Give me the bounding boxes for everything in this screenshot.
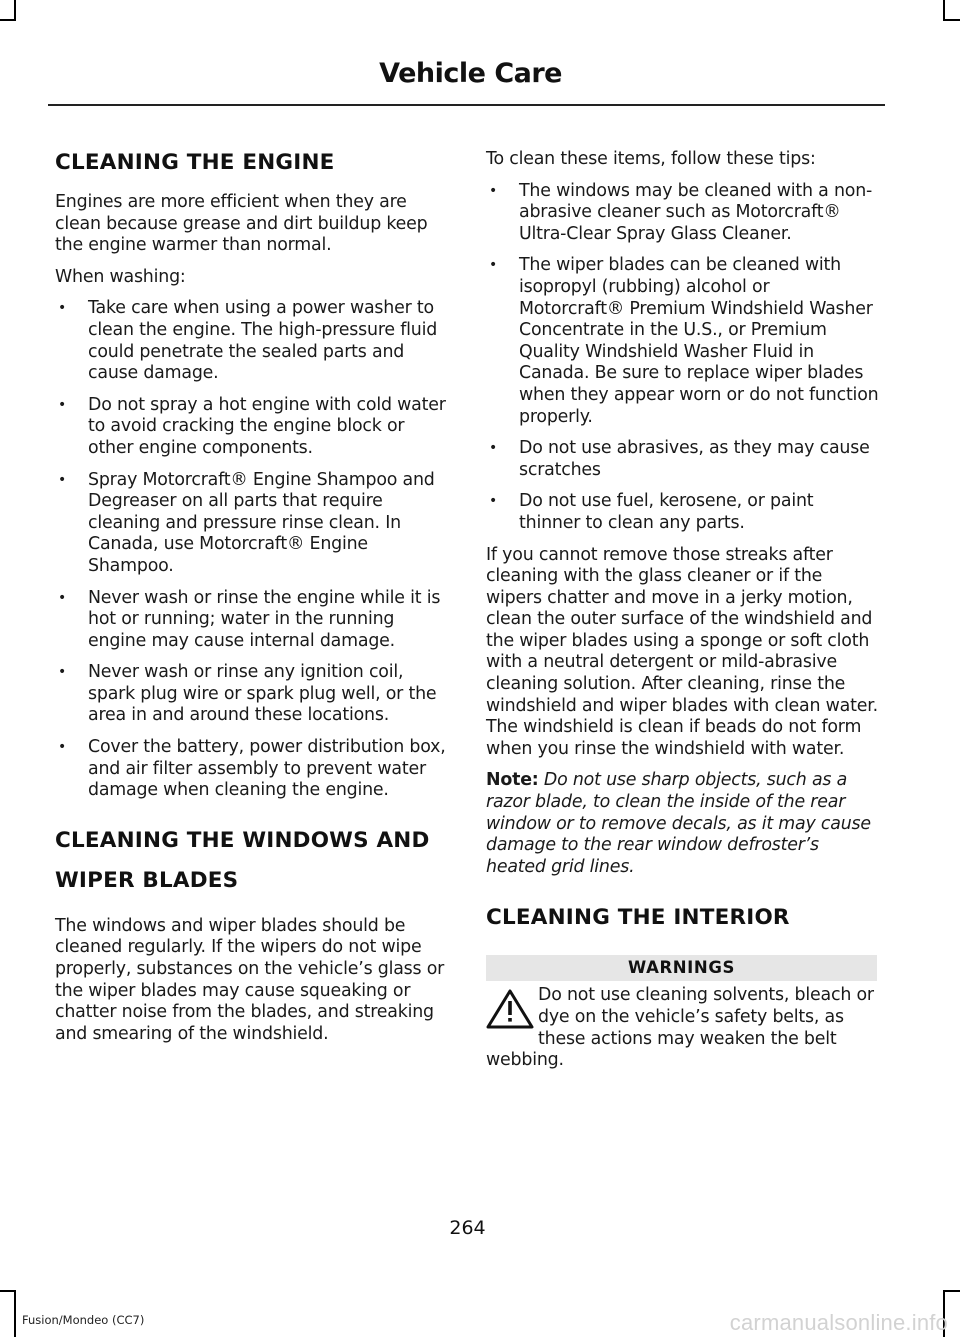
list-item: • Spray Motorcraft® Engine Shampoo and Degreaser on all parts that require cleaning and pressure rinse clean. In Canada, use Motorcraft® Engine Shampoo. [55, 470, 448, 578]
warnings-title: WARNINGS [486, 955, 877, 981]
paragraph: To clean these items, follow these tips: [486, 149, 816, 169]
list-item: • The wiper blades can be cleaned with isopropyl (rubbing) alcohol or Motorcraft® Premium Windshield Washer Concentrate in the U.S., or Premium Quality Windshield Washer Fluid in Canada. Be sure to replace wiper blades when they appear worn or do not function properly. [486, 255, 879, 428]
warning-body [486, 985, 879, 1071]
list-item: • Do not use abrasives, as they may cause scratches [486, 438, 879, 481]
section-heading-cleaning-engine: CLEANING THE ENGINE [55, 150, 335, 175]
page-number: 264 [449, 1217, 486, 1239]
paragraph: If you cannot remove those streaks after cleaning with the glass cleaner or if the wipers chatter and move in a jerky motion, clean the outer surface of the windshield and the wiper blades using a sponge or soft cloth with a neutral detergent or mild-abrasive cleaning solution. After cleaning, rinse the windshield and wiper blades with clean water. The windshield is clean if beads do not form when you rinse the windshield with water. [486, 544, 878, 759]
watermark: carmanualsonline.info [729, 1310, 948, 1335]
right-column [486, 148, 879, 1072]
section-heading-cleaning-windows [55, 826, 448, 896]
heading-line: WIPER BLADES [55, 867, 239, 893]
note [486, 770, 879, 878]
page-header-title: Vehicle Care [379, 58, 562, 89]
list-item: • Take care when using a power washer to clean the engine. The high-pressure fluid could penetrate the sealed parts and cause damage. [55, 298, 448, 384]
list-item: • Do not spray a hot engine with cold water to avoid cracking the engine block or other engine components. [55, 395, 448, 460]
list-item: • The windows may be cleaned with a non-abrasive cleaner such as Motorcraft® Ultra-Clear Spray Glass Cleaner. [486, 181, 879, 246]
crop-mark [14, 0, 16, 20]
list-item: • Never wash or rinse any ignition coil, spark plug wire or spark plug well, or the area in and around these locations. [55, 662, 448, 727]
header-divider [48, 104, 885, 106]
warnings-box [486, 955, 879, 1071]
list-item: • Do not use fuel, kerosene, or paint thinner to clean any parts. [486, 491, 879, 534]
list-item: • Cover the battery, power distribution box, and air filter assembly to prevent water damage when cleaning the engine. [55, 737, 448, 802]
crop-mark [943, 19, 960, 21]
crop-mark [14, 1290, 16, 1337]
crop-mark [943, 0, 945, 20]
heading-line: CLEANING THE WINDOWS AND [55, 827, 430, 853]
paragraph: Engines are more efficient when they are clean because grease and dirt buildup keep the engine warmer than normal. [55, 192, 428, 256]
bullet-list-tips [486, 181, 879, 535]
paragraph: The windows and wiper blades should be cleaned regularly. If the wipers do not wipe properly, substances on the vehicle’s glass or the wiper blades may cause squeaking or chatter noise from the blades, and streaking and smearing of the windshield. [55, 915, 445, 1044]
note-text: Do not use sharp objects, such as a razor blade, to clean the inside of the rear window or to remove decals, as it may cause damage to the rear window defroster’s heated grid lines. [486, 770, 871, 877]
crop-mark [943, 1290, 960, 1292]
warning-text: Do not use cleaning solvents, bleach or dye on the vehicle’s safety belts, as these actions may weaken the belt webbing. [486, 985, 874, 1071]
left-column [55, 148, 448, 1055]
crop-mark [0, 19, 16, 21]
footer-model: Fusion/Mondeo (CC7) [22, 1313, 145, 1327]
bullet-list-washing [55, 298, 448, 801]
paragraph: When washing: [55, 266, 186, 287]
warning-triangle-icon [484, 987, 536, 1031]
list-item: • Never wash or rinse the engine while it is hot or running; water in the running engine may cause internal damage. [55, 588, 448, 653]
section-heading-cleaning-interior: CLEANING THE INTERIOR [486, 905, 790, 931]
note-label: Note: [486, 770, 539, 791]
crop-mark [0, 1290, 16, 1292]
